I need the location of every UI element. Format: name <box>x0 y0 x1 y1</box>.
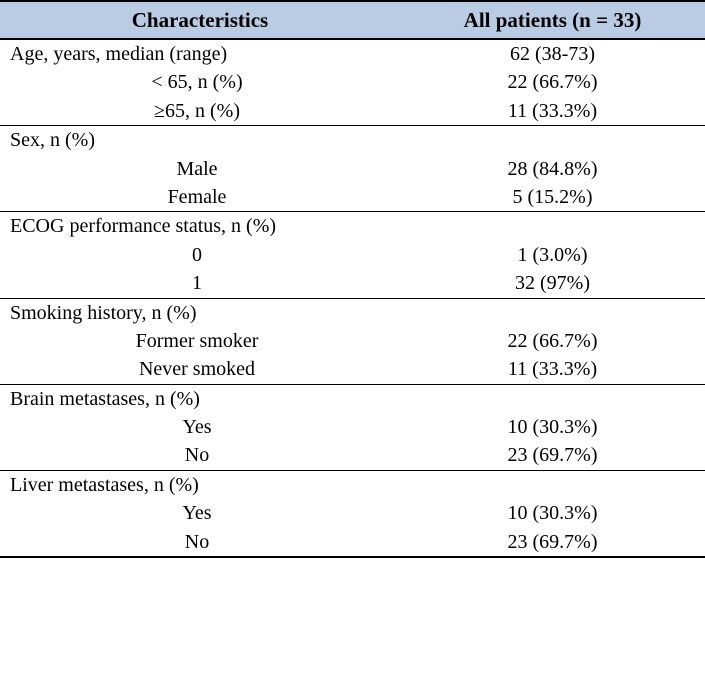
row-characteristic: Never smoked <box>138 358 256 381</box>
table-row <box>0 441 705 470</box>
row-value <box>400 212 705 241</box>
table-row <box>0 39 705 68</box>
table-row <box>0 528 705 557</box>
row-characteristic: Yes <box>182 416 212 439</box>
table-row <box>0 298 705 327</box>
row-characteristic: 0 <box>192 243 202 266</box>
row-value: 10 (30.3%) <box>507 502 598 525</box>
row-value <box>400 470 705 499</box>
row-value: 22 (66.7%) <box>507 329 598 352</box>
row-value: 23 (69.7%) <box>400 528 705 557</box>
table-row <box>0 126 705 155</box>
table-row <box>0 155 705 183</box>
row-characteristic: Age, years, median (range) <box>10 43 228 65</box>
row-characteristic: < 65, n (%) <box>151 71 243 94</box>
row-value: 1 (3.0%) <box>517 243 588 266</box>
row-characteristic: Former smoker <box>135 329 259 352</box>
table-row <box>0 269 705 298</box>
row-value: 5 (15.2%) <box>512 185 593 208</box>
row-value: 28 (84.8%) <box>507 157 598 180</box>
row-characteristic: Male <box>176 157 218 180</box>
row-value <box>400 126 705 155</box>
row-characteristic: 1 <box>192 272 202 295</box>
table-header-row <box>0 1 705 39</box>
row-characteristic: ECOG performance status, n (%) <box>0 212 400 241</box>
row-value: 23 (69.7%) <box>507 444 598 467</box>
row-characteristic: No <box>184 444 210 467</box>
table-row <box>0 241 705 269</box>
row-characteristic: No <box>0 528 400 557</box>
table-row <box>0 327 705 355</box>
row-characteristic: Female <box>167 185 227 208</box>
table-header <box>0 1 705 39</box>
column-header-characteristics: Characteristics <box>0 1 400 39</box>
table-row <box>0 68 705 96</box>
column-header-all-patients: All patients (n = 33) <box>400 1 705 39</box>
row-value <box>400 384 705 413</box>
table-row <box>0 355 705 384</box>
row-characteristic: Liver metastases, n (%) <box>0 470 400 499</box>
table-row <box>0 499 705 527</box>
table-row <box>0 183 705 212</box>
table-row <box>0 384 705 413</box>
row-characteristic: Yes <box>182 502 212 525</box>
row-value: 11 (33.3%) <box>507 99 598 122</box>
row-characteristic: ≥65, n (%) <box>154 99 240 122</box>
row-characteristic: Sex, n (%) <box>0 126 400 155</box>
table-row <box>0 413 705 441</box>
row-characteristic: Brain metastases, n (%) <box>0 384 400 413</box>
table-row <box>0 470 705 499</box>
row-value: 11 (33.3%) <box>507 358 598 381</box>
table-row <box>0 97 705 126</box>
row-value: 62 (38-73) <box>510 43 595 65</box>
row-value: 22 (66.7%) <box>507 71 598 94</box>
row-value <box>400 298 705 327</box>
row-value: 32 (97%) <box>515 272 590 295</box>
table-row <box>0 212 705 241</box>
table-body <box>0 39 705 557</box>
row-characteristic: Smoking history, n (%) <box>0 298 400 327</box>
row-value: 10 (30.3%) <box>507 416 598 439</box>
